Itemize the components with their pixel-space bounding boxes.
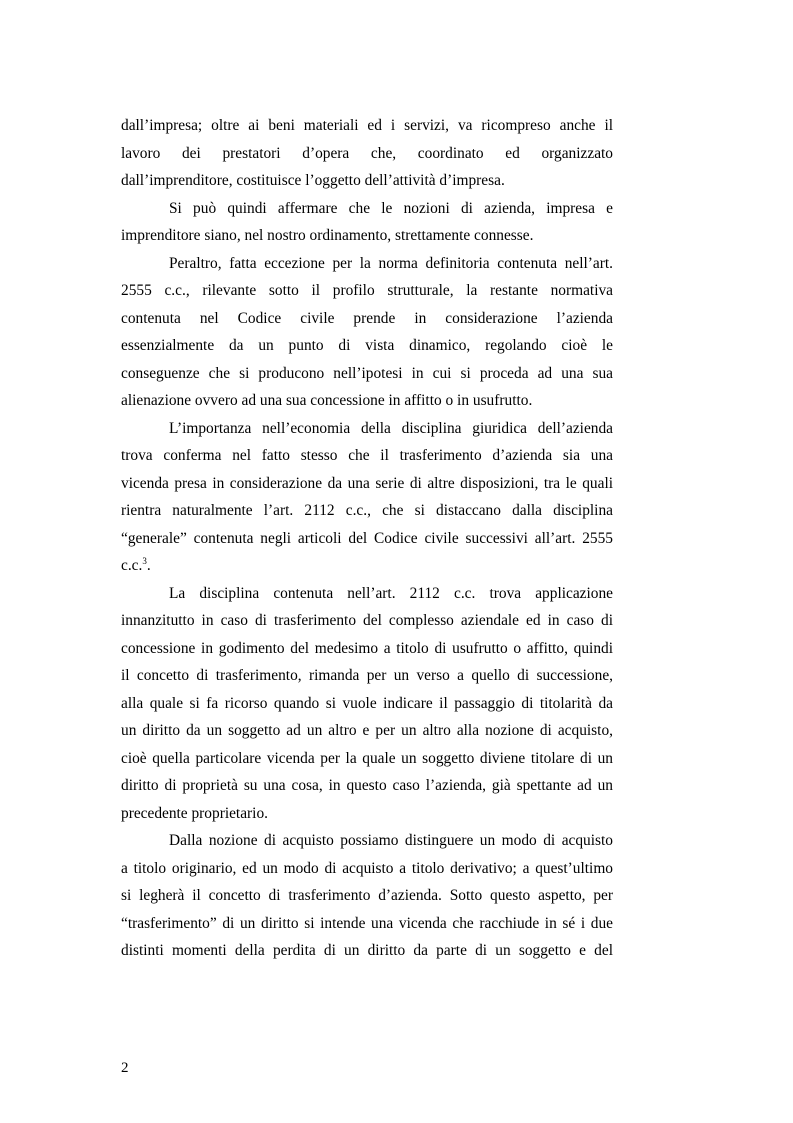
text-line: trova conferma nel fatto stesso che il trasferimento d’azienda sia una <box>121 447 613 464</box>
text-line: un diritto da un soggetto ad un altro e per un altro alla nozione di acquisto, <box>121 722 613 739</box>
text-line: alienazione ovvero ad una sua concessione in affitto o in usufrutto. <box>121 392 533 409</box>
paragraph <box>121 195 613 250</box>
text-fragment: . <box>146 557 151 574</box>
text-line <box>121 552 613 580</box>
text-line: alla quale si fa ricorso quando si vuole indicare il passaggio di titolarità da <box>121 694 613 712</box>
paragraph <box>121 112 613 195</box>
body-text <box>121 112 613 965</box>
text-line: Dalla nozione di acquisto possiamo distinguere un modo di acquisto <box>169 832 613 849</box>
text-line: precedente proprietario. <box>121 804 268 822</box>
page-number: 2 <box>121 1060 129 1076</box>
text-line: diritto di proprietà su una cosa, in questo caso l’azienda, già spettante ad un <box>121 777 613 794</box>
paragraph <box>121 415 613 580</box>
paragraph <box>121 580 613 828</box>
text-line: essenzialmente da un punto di vista dinamico, regolando cioè le <box>121 337 613 354</box>
text-line: conseguenze che si producono nell’ipotesi in cui si proceda ad una sua <box>121 364 613 382</box>
text-line: contenuta nel Codice civile prende in considerazione l’azienda <box>121 309 613 327</box>
text-line: si legherà il concetto di trasferimento d’azienda. Sotto questo aspetto, per <box>121 887 613 904</box>
paragraph <box>121 827 613 965</box>
text-line: 2555 c.c., rilevante sotto il profilo strutturale, la restante normativa <box>121 282 613 299</box>
text-line: dall’impresa; oltre ai beni materiali ed i servizi, va ricompreso anche il <box>121 117 613 134</box>
text-line: Si può quindi affermare che le nozioni di azienda, impresa e <box>169 199 613 217</box>
text-line: distinti momenti della perdita di un diritto da parte di un soggetto e del <box>121 942 613 959</box>
text-line: il concetto di trasferimento, rimanda per un verso a quello di successione, <box>121 667 613 684</box>
text-line: “generale” contenuta negli articoli del Codice civile successivi all’art. 2555 <box>121 529 613 547</box>
text-line: vicenda presa in considerazione da una serie di altre disposizioni, tra le quali <box>121 474 613 492</box>
text-line: lavoro dei prestatori d’opera che, coordinato ed organizzato <box>121 144 613 162</box>
text-line: a titolo originario, ed un modo di acquisto a titolo derivativo; a quest’ultimo <box>121 859 613 877</box>
text-line: imprenditore siano, nel nostro ordinamento, strettamente connesse. <box>121 227 534 244</box>
text-line: dall’imprenditore, costituisce l’oggetto dell’attività d’impresa. <box>121 172 505 189</box>
text-line: cioè quella particolare vicenda per la quale un soggetto diviene titolare di un <box>121 749 613 767</box>
text-line: innanzitutto in caso di trasferimento del complesso aziendale ed in caso di <box>121 612 613 629</box>
footnote-reference[interactable]: 3 <box>142 556 147 566</box>
text-line: “trasferimento” di un diritto si intende una vicenda che racchiude in sé i due <box>121 914 613 932</box>
text-line: Peraltro, fatta eccezione per la norma definitoria contenuta nell’art. <box>169 254 613 272</box>
text-line: rientra naturalmente l’art. 2112 c.c., che si distaccano dalla disciplina <box>121 502 613 519</box>
text-line: La disciplina contenuta nell’art. 2112 c.c. trova applicazione <box>169 584 613 602</box>
text-fragment: c.c. <box>121 557 143 574</box>
text-line: concessione in godimento del medesimo a titolo di usufrutto o affitto, quindi <box>121 639 613 657</box>
paragraph <box>121 250 613 415</box>
text-line: L’importanza nell’economia della disciplina giuridica dell’azienda <box>169 419 613 437</box>
